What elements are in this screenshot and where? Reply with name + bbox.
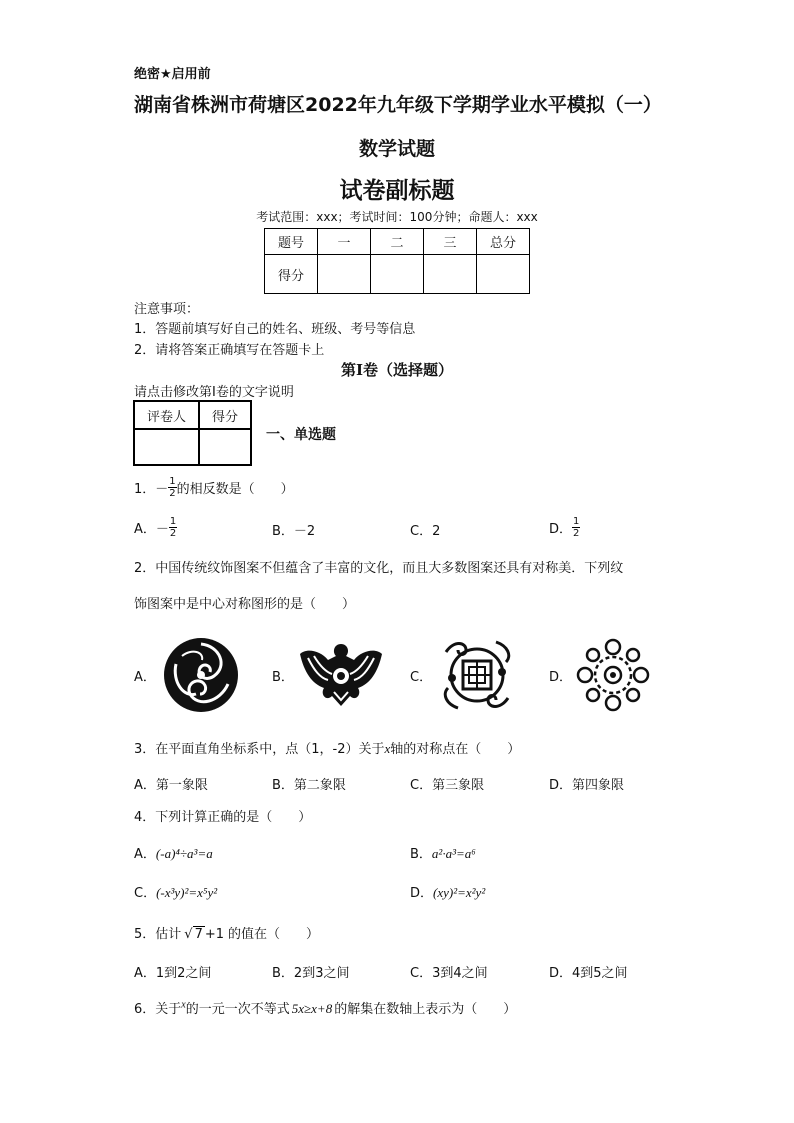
q2-pattern-b-image[interactable] bbox=[298, 636, 384, 714]
question-6 bbox=[134, 998, 516, 1017]
q6-text-a: 6．关于 bbox=[134, 1002, 182, 1017]
q1-option-a[interactable] bbox=[134, 516, 177, 539]
notes-title: 注意事项： bbox=[134, 302, 200, 317]
q5-option-c[interactable]: C．3到4之间 bbox=[410, 966, 488, 981]
q3-text-b: 轴的对称点在（ ） bbox=[390, 742, 521, 757]
question-1 bbox=[134, 476, 294, 499]
question-5 bbox=[134, 923, 319, 942]
q4-a-label: A． bbox=[134, 847, 156, 862]
question-4: 4．下列计算正确的是（ ） bbox=[134, 810, 312, 825]
q1-a-fraction bbox=[169, 516, 177, 539]
q1-d-den: 2 bbox=[573, 528, 580, 539]
score-cell[interactable] bbox=[477, 255, 530, 294]
floral-rosette-pattern-icon bbox=[574, 636, 652, 714]
q5-option-d[interactable]: D．4到5之间 bbox=[549, 966, 628, 981]
q1-prefix: 1．－ bbox=[134, 482, 169, 497]
score-cell[interactable] bbox=[318, 255, 371, 294]
q1-d-num: 1 bbox=[573, 516, 580, 527]
q2-label-a[interactable]: A． bbox=[134, 670, 156, 685]
q3-var: x bbox=[384, 741, 391, 756]
q6-var: x bbox=[181, 999, 186, 1011]
q1-suffix: 的相反数是（ ） bbox=[176, 482, 294, 497]
q1-d-fraction bbox=[572, 516, 580, 539]
q5-text-c: 的值在（ ） bbox=[228, 927, 320, 942]
q6-text-c: 的解集在数轴上表示为（ ） bbox=[334, 1002, 517, 1017]
score-header-cell: 三 bbox=[424, 229, 477, 255]
q4-c-label: C． bbox=[134, 886, 157, 901]
score-row-label: 得分 bbox=[265, 255, 318, 294]
volume-title: 第Ⅰ卷（选择题） bbox=[340, 361, 454, 379]
q6-text-b: 的一元一次不等式 bbox=[185, 1002, 290, 1017]
q4-a-expr: (-a)⁴÷a³=a bbox=[155, 846, 213, 861]
q3-option-b[interactable]: B．第二象限 bbox=[272, 778, 346, 793]
q2-label-b[interactable]: B． bbox=[272, 670, 294, 685]
winged-pattern-icon bbox=[298, 636, 384, 714]
q2-label-c[interactable]: C． bbox=[410, 670, 433, 685]
exam-info: 考试范围：xxx；考试时间：100分钟；命题人：xxx bbox=[256, 210, 538, 224]
score-cell[interactable] bbox=[424, 255, 477, 294]
score-table bbox=[264, 228, 530, 294]
q1-option-b[interactable]: B．－2 bbox=[272, 524, 316, 539]
score-header-cell: 题号 bbox=[265, 229, 318, 255]
score-cell[interactable] bbox=[371, 255, 424, 294]
q1-frac-den: 2 bbox=[169, 488, 176, 499]
q1-a-num: 1 bbox=[169, 516, 177, 527]
q5-radicand: 7 bbox=[194, 927, 203, 942]
secret-label: 绝密★启用前 bbox=[134, 67, 211, 82]
q4-d-label: D． bbox=[410, 886, 434, 901]
q5-text-b: +1 bbox=[204, 927, 225, 942]
q5-text-a: 5．估计 bbox=[134, 927, 182, 942]
q2-label-d[interactable]: D． bbox=[549, 670, 573, 685]
q4-option-b[interactable] bbox=[410, 843, 476, 862]
notes-item: 2．请将答案正确填写在答题卡上 bbox=[134, 343, 325, 358]
q5-option-a[interactable]: A．1到2之间 bbox=[134, 966, 212, 981]
notes-item: 1．答题前填写好自己的姓名、班级、考号等信息 bbox=[134, 322, 416, 337]
q4-b-label: B． bbox=[410, 847, 432, 862]
q4-c-expr: (-x³y)²=x⁵y² bbox=[156, 885, 218, 900]
q4-b-expr: a²·a³=a⁶ bbox=[431, 846, 476, 861]
question-3 bbox=[134, 738, 520, 757]
q6-inequality: 5x≥x+8 bbox=[291, 1001, 333, 1016]
q4-option-c[interactable] bbox=[134, 882, 217, 901]
q2-pattern-c-image[interactable] bbox=[436, 634, 518, 716]
q3-text-a: 3．在平面直角坐标系中，点（1，-2）关于 bbox=[134, 742, 385, 757]
spiral-circle-pattern-icon bbox=[162, 636, 240, 714]
score-header-cell: 总分 bbox=[477, 229, 530, 255]
volume-instruction[interactable]: 请点击修改第Ⅰ卷的文字说明 bbox=[134, 385, 294, 400]
q3-option-d[interactable]: D．第四象限 bbox=[549, 778, 625, 793]
exam-title: 湖南省株洲市荷塘区2022年九年级下学期学业水平模拟（一） bbox=[134, 94, 662, 116]
q1-a-label: A．－ bbox=[134, 522, 169, 537]
q2-pattern-a-image[interactable] bbox=[162, 636, 240, 714]
q1-option-c[interactable]: C．2 bbox=[410, 524, 441, 539]
q5-option-b[interactable]: B．2到3之间 bbox=[272, 966, 350, 981]
reviewer-header: 评卷人 bbox=[134, 401, 199, 429]
sqrt-icon: √ bbox=[184, 927, 193, 942]
score-header-cell: 一 bbox=[318, 229, 371, 255]
q2-line1: 2．中国传统纹饰图案不但蕴含了丰富的文化，而且大多数图案还具有对称美．下列纹 bbox=[134, 561, 624, 576]
score-header-cell: 二 bbox=[371, 229, 424, 255]
reviewer-score-header: 得分 bbox=[199, 401, 251, 429]
section-title: 一、单选题 bbox=[266, 427, 336, 443]
paper-subtitle: 试卷副标题 bbox=[339, 178, 455, 204]
q1-frac-num: 1 bbox=[169, 476, 176, 487]
q1-d-label: D． bbox=[549, 522, 573, 537]
reviewer-cell[interactable] bbox=[134, 429, 199, 465]
q3-option-a[interactable]: A．第一象限 bbox=[134, 778, 208, 793]
q1-a-den: 2 bbox=[169, 528, 177, 539]
subject-title: 数学试题 bbox=[358, 138, 435, 160]
q4-d-expr: (xy)²=x²y² bbox=[433, 885, 486, 900]
reviewer-table bbox=[133, 400, 252, 466]
q4-option-d[interactable] bbox=[410, 882, 485, 901]
reviewer-score-cell[interactable] bbox=[199, 429, 251, 465]
q2-pattern-d-image[interactable] bbox=[574, 636, 652, 714]
q1-fraction bbox=[168, 476, 176, 499]
q3-option-c[interactable]: C．第三象限 bbox=[410, 778, 485, 793]
dragon-knot-pattern-icon bbox=[436, 634, 518, 716]
q4-option-a[interactable] bbox=[134, 843, 213, 862]
q1-option-d[interactable] bbox=[549, 516, 580, 539]
q2-line2: 饰图案中是中心对称图形的是（ ） bbox=[134, 597, 356, 612]
